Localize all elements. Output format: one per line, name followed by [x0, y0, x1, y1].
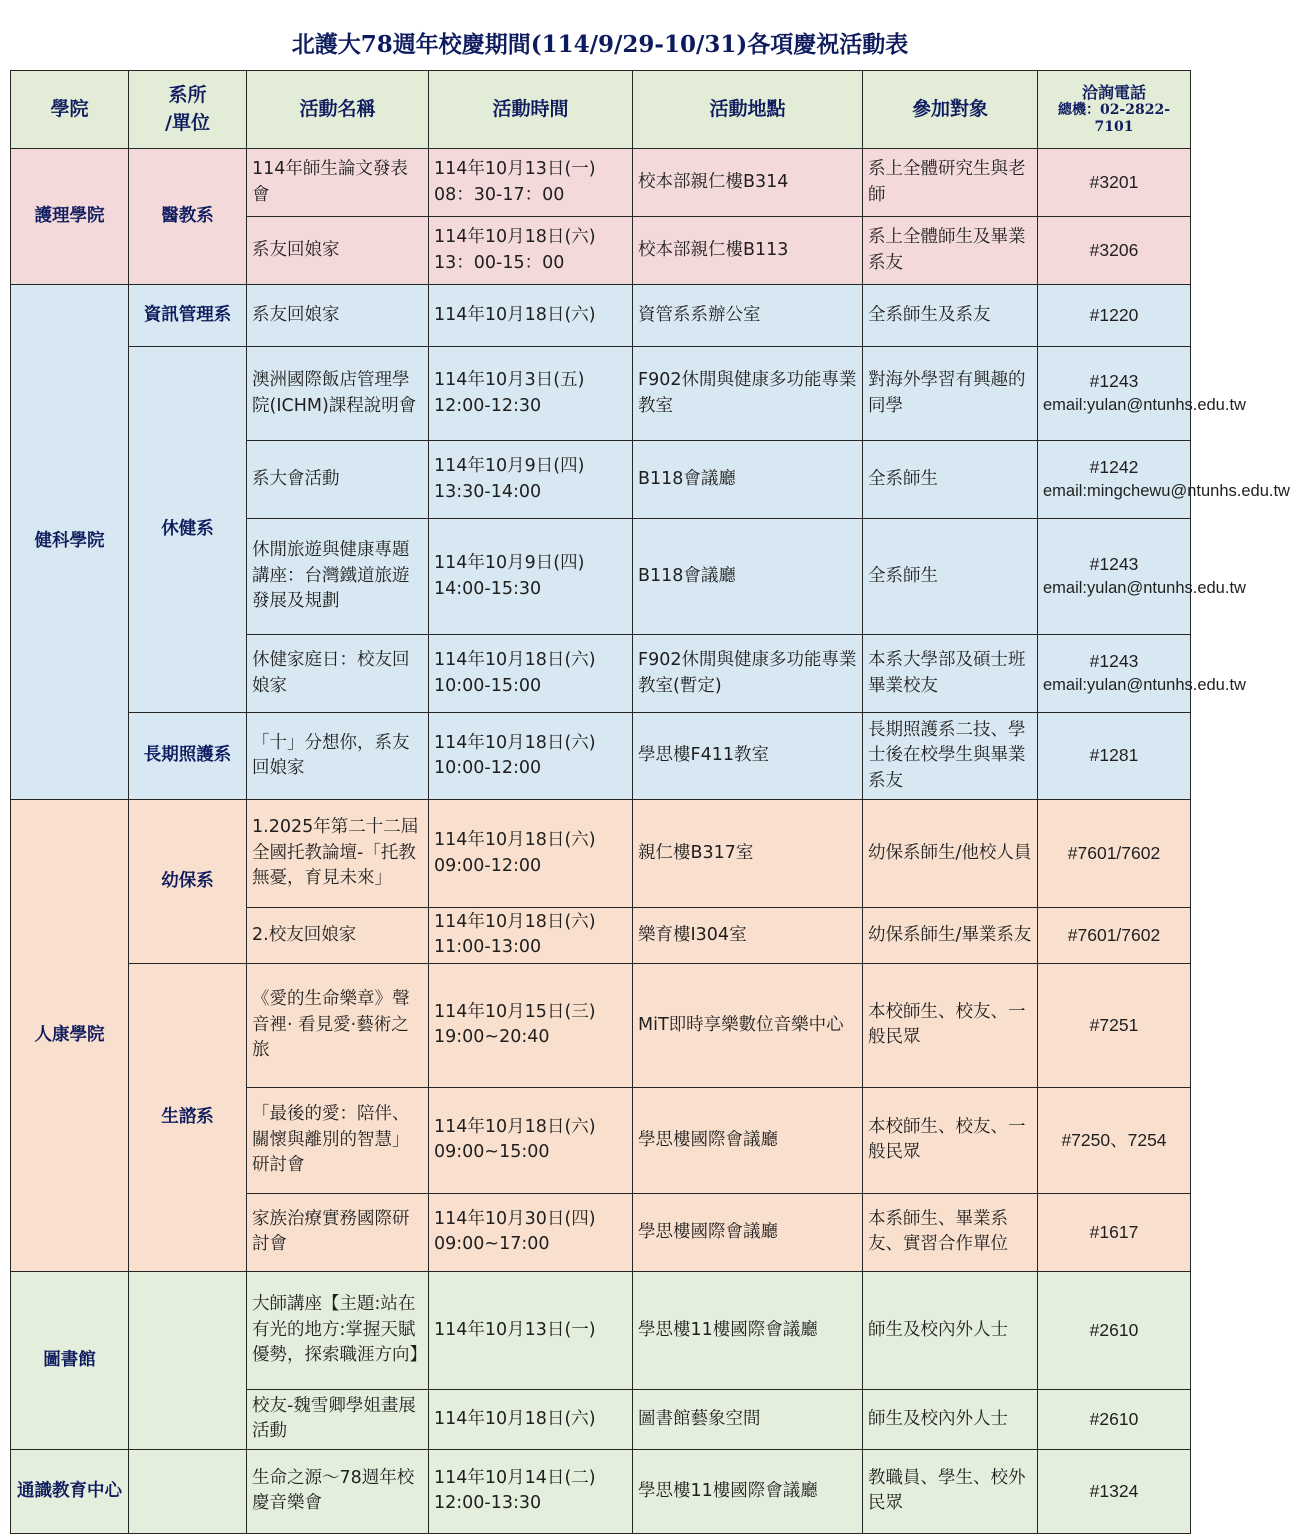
time-cell	[429, 1449, 633, 1533]
time-date: 114年10月13日(一)	[434, 1319, 596, 1340]
activity-cell: 校友-魏雪卿學姐畫展活動	[247, 1389, 429, 1449]
time-cell	[429, 217, 633, 285]
col-header-college: 學院	[11, 71, 129, 149]
phone-cell: #7601/7602	[1038, 908, 1191, 964]
phone-ext: #1243	[1089, 553, 1139, 574]
phone-cell	[1038, 441, 1290, 519]
time-cell	[429, 149, 633, 217]
college-cell: 健科學院	[11, 285, 129, 800]
table-row	[11, 1271, 1191, 1389]
audience-cell: 對海外學習有興趣的同學	[863, 347, 1038, 441]
activity-cell: 《愛的生命樂章》聲音裡· 看見愛·藝術之旅	[247, 963, 429, 1087]
dept-cell: 長期照護系	[129, 713, 247, 800]
table-row	[11, 149, 1191, 217]
col-header-phone-main: 總機：02-2822-7101	[1057, 102, 1171, 136]
activity-cell: 2.校友回娘家	[247, 908, 429, 964]
phone-cell	[1038, 519, 1246, 635]
activity-cell: 家族治療實務國際研討會	[247, 1193, 429, 1271]
time-date: 114年10月18日(六)	[434, 830, 596, 851]
place-cell: 親仁樓B317室	[633, 800, 863, 908]
audience-cell: 本校師生、校友、一般民眾	[863, 1087, 1038, 1193]
activity-cell: 休健家庭日：校友回娘家	[247, 635, 429, 713]
activity-cell: 「最後的愛：陪伴、關懷與離別的智慧」研討會	[247, 1087, 429, 1193]
time-date: 114年10月14日(二)	[434, 1467, 596, 1488]
audience-cell: 系上全體師生及畢業系友	[863, 217, 1038, 285]
time-date: 114年10月18日(六)	[434, 304, 596, 325]
email-link[interactable]: email:yulan@ntunhs.edu.tw	[1043, 676, 1246, 695]
activity-cell: 系友回娘家	[247, 285, 429, 347]
audience-cell: 幼保系師生/畢業系友	[863, 908, 1038, 964]
dept-cell	[129, 1449, 247, 1533]
col-header-activity: 活動名稱	[247, 71, 429, 149]
audience-cell: 本校師生、校友、一般民眾	[863, 963, 1038, 1087]
place-cell: 學思樓國際會議廳	[633, 1193, 863, 1271]
table-row	[11, 1449, 1191, 1533]
time-cell	[429, 347, 633, 441]
college-cell: 圖書館	[11, 1271, 129, 1449]
time-date: 114年10月9日(四)	[434, 456, 585, 477]
time-range: 08：30-17：00	[434, 184, 565, 205]
college-cell: 護理學院	[11, 149, 129, 285]
dept-cell: 休健系	[129, 347, 247, 713]
place-cell: B118會議廳	[633, 519, 863, 635]
time-range: 14:00-15:30	[434, 578, 542, 599]
time-range: 19:00~20:40	[434, 1027, 550, 1048]
time-date: 114年10月30日(四)	[434, 1208, 596, 1229]
place-cell: 資管系系辦公室	[633, 285, 863, 347]
activity-cell: 大師講座【主題:站在有光的地方:掌握天賦優勢，探索職涯方向】	[247, 1271, 429, 1389]
time-date: 114年10月13日(一)	[434, 159, 596, 180]
phone-ext: #1243	[1089, 370, 1139, 391]
table-row	[11, 285, 1191, 347]
activity-cell: 休閒旅遊與健康專題講座：台灣鐵道旅遊發展及規劃	[247, 519, 429, 635]
time-range: 13：00-15：00	[434, 252, 565, 273]
time-range: 12:00-12:30	[434, 395, 542, 416]
col-header-time: 活動時間	[429, 71, 633, 149]
phone-cell: #7251	[1038, 963, 1191, 1087]
audience-cell: 師生及校內外人士	[863, 1389, 1038, 1449]
activity-cell: 「十」分想你，系友回娘家	[247, 713, 429, 800]
time-cell	[429, 1271, 633, 1389]
phone-ext: #1242	[1089, 456, 1139, 477]
table-row	[11, 800, 1191, 908]
dept-cell: 資訊管理系	[129, 285, 247, 347]
place-cell: 樂育樓I304室	[633, 908, 863, 964]
phone-cell: #1324	[1038, 1449, 1191, 1533]
activity-cell: 114年師生論文發表會	[247, 149, 429, 217]
time-range: 09:00~15:00	[434, 1142, 550, 1163]
time-range: 11:00-13:00	[434, 937, 542, 958]
time-cell	[429, 1193, 633, 1271]
audience-cell: 本系大學部及碩士班畢業校友	[863, 635, 1038, 713]
time-cell	[429, 519, 633, 635]
col-header-place: 活動地點	[633, 71, 863, 149]
phone-cell: #1220	[1038, 285, 1191, 347]
place-cell: 學思樓國際會議廳	[633, 1087, 863, 1193]
time-date: 114年10月18日(六)	[434, 227, 596, 248]
page-title: 北護大78週年校慶期間(114/9/29-10/31)各項慶祝活動表	[291, 31, 909, 58]
header-row	[11, 71, 1191, 149]
audience-cell: 幼保系師生/他校人員	[863, 800, 1038, 908]
time-range: 10:00-12:00	[434, 758, 542, 778]
audience-cell: 全系師生	[863, 441, 1038, 519]
dept-cell: 幼保系	[129, 800, 247, 964]
time-date: 114年10月3日(五)	[434, 370, 585, 391]
phone-cell: #7250、7254	[1038, 1087, 1191, 1193]
dept-cell: 醫教系	[129, 149, 247, 285]
email-link[interactable]: email:yulan@ntunhs.edu.tw	[1043, 579, 1246, 598]
time-range: 12:00-13:30	[434, 1493, 542, 1514]
time-cell	[429, 713, 633, 800]
place-cell: 校本部親仁樓B314	[633, 149, 863, 217]
phone-ext: #1243	[1089, 650, 1139, 671]
audience-cell: 教職員、學生、校外民眾	[863, 1449, 1038, 1533]
col-header-dept-line2: /單位	[165, 111, 210, 134]
col-header-phone-title: 洽詢電話	[1081, 83, 1146, 103]
time-date: 114年10月18日(六)	[434, 1116, 596, 1137]
col-header-dept-line1: 系所	[168, 83, 207, 106]
phone-cell: #1281	[1038, 713, 1191, 800]
time-date: 114年10月18日(六)	[434, 912, 596, 932]
audience-cell: 全系師生及系友	[863, 285, 1038, 347]
audience-cell: 本系師生、畢業系友、實習合作單位	[863, 1193, 1038, 1271]
place-cell: B118會議廳	[633, 441, 863, 519]
phone-cell: #3201	[1038, 149, 1191, 217]
time-range: 10:00-15:00	[434, 675, 542, 696]
activity-cell: 生命之源～78週年校慶音樂會	[247, 1449, 429, 1533]
place-cell: 學思樓11樓國際會議廳	[633, 1449, 863, 1533]
place-cell: 圖書館藝象空間	[633, 1389, 863, 1449]
audience-cell: 長期照護系二技、學士後在校學生與畢業系友	[863, 713, 1038, 800]
time-cell	[429, 441, 633, 519]
place-cell: MiT即時享樂數位音樂中心	[633, 963, 863, 1087]
time-date: 114年10月9日(四)	[434, 553, 585, 574]
email-link[interactable]: email:yulan@ntunhs.edu.tw	[1043, 396, 1246, 415]
place-cell: 學思樓F411教室	[633, 713, 863, 800]
place-cell: F902休閒與健康多功能專業教室(暫定)	[633, 635, 863, 713]
email-link[interactable]: email:mingchewu@ntunhs.edu.tw	[1043, 482, 1290, 501]
col-header-phone	[1038, 71, 1191, 149]
time-range: 09:00-12:00	[434, 855, 542, 876]
activity-cell: 澳洲國際飯店管理學院(ICHM)課程說明會	[247, 347, 429, 441]
activity-cell: 1.2025年第二十二屆全國托教論壇-「托教無憂，育見未來」	[247, 800, 429, 908]
dept-cell	[129, 1271, 247, 1449]
col-header-dept	[129, 71, 247, 149]
phone-cell	[1038, 347, 1246, 441]
time-date: 114年10月15日(三)	[434, 1001, 596, 1022]
time-cell	[429, 908, 633, 964]
table-row	[11, 963, 1191, 1087]
table-row	[11, 713, 1191, 800]
time-cell	[429, 285, 633, 347]
activity-table	[10, 70, 1290, 1534]
audience-cell: 全系師生	[863, 519, 1038, 635]
activity-cell: 系友回娘家	[247, 217, 429, 285]
phone-cell: #2610	[1038, 1271, 1191, 1389]
place-cell: F902休閒與健康多功能專業教室	[633, 347, 863, 441]
place-cell: 校本部親仁樓B113	[633, 217, 863, 285]
phone-cell: #7601/7602	[1038, 800, 1191, 908]
place-cell: 學思樓11樓國際會議廳	[633, 1271, 863, 1389]
phone-cell	[1038, 635, 1246, 713]
phone-cell: #3206	[1038, 217, 1191, 285]
dept-cell: 生諮系	[129, 963, 247, 1271]
time-range: 13:30-14:00	[434, 481, 542, 502]
time-cell	[429, 963, 633, 1087]
time-cell	[429, 1389, 633, 1449]
audience-cell: 師生及校內外人士	[863, 1271, 1038, 1389]
time-date: 114年10月18日(六)	[434, 732, 596, 753]
col-header-audience: 參加對象	[863, 71, 1038, 149]
table-row	[11, 347, 1191, 441]
time-cell	[429, 635, 633, 713]
college-cell: 人康學院	[11, 800, 129, 1272]
time-date: 114年10月18日(六)	[434, 1408, 596, 1429]
activity-cell: 系大會活動	[247, 441, 429, 519]
time-range: 09:00~17:00	[434, 1234, 550, 1255]
time-cell	[429, 800, 633, 908]
time-cell	[429, 1087, 633, 1193]
time-date: 114年10月18日(六)	[434, 650, 596, 671]
audience-cell: 系上全體研究生與老師	[863, 149, 1038, 217]
phone-cell: #2610	[1038, 1389, 1191, 1449]
phone-cell: #1617	[1038, 1193, 1191, 1271]
college-cell: 通識教育中心	[11, 1449, 129, 1533]
